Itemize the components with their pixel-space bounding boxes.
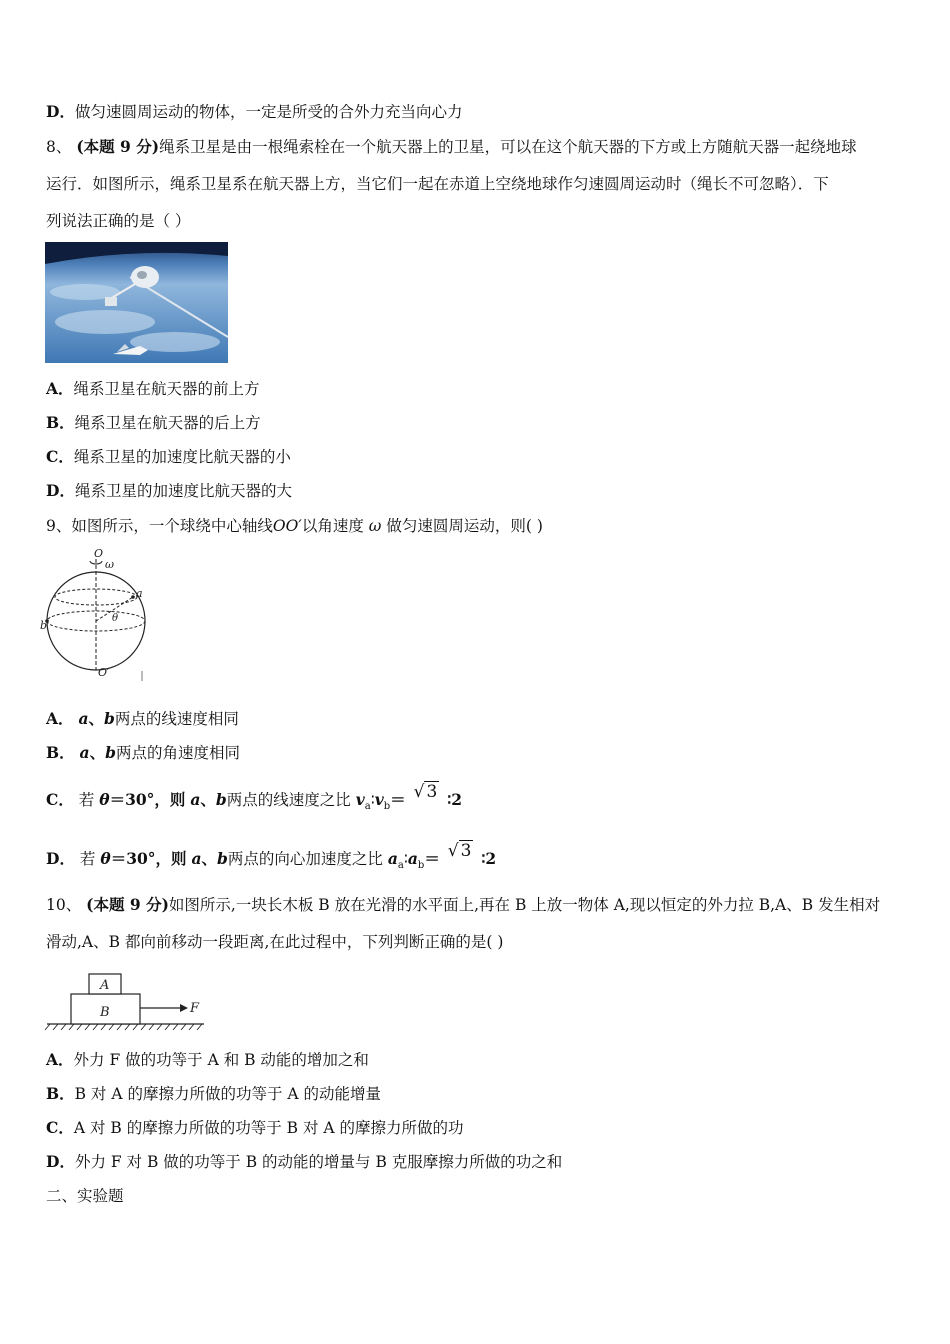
- option-condition: ＝30°，则: [110, 849, 187, 868]
- var-b: b: [215, 790, 227, 809]
- option-text: 两点的线速度之比: [226, 791, 351, 809]
- separator: 、: [89, 743, 106, 762]
- option-label: A．: [46, 1050, 74, 1069]
- sqrt-expression: √ 3: [447, 841, 472, 861]
- question-points: (本题 9 分): [86, 895, 169, 914]
- var-a: a: [190, 790, 201, 809]
- subscript: b: [417, 860, 425, 872]
- section-title: 二、实验题: [46, 1187, 124, 1205]
- var-a: a: [79, 743, 90, 762]
- option-text: 两点的线速度相同: [114, 710, 239, 728]
- separator: 、: [201, 849, 218, 868]
- option-label: A．: [46, 709, 74, 728]
- var-aa: a: [387, 849, 398, 868]
- q9-sphere-figure: [40, 545, 154, 685]
- ratio-colon: ∶: [403, 850, 408, 868]
- option-text: 两点的向心加速度之比: [227, 850, 383, 868]
- option-label: D．: [46, 1152, 75, 1171]
- label-theta: θ: [112, 613, 119, 624]
- ratio-tail: ∶2: [447, 790, 463, 809]
- q10-board-figure: [44, 968, 209, 1033]
- q10-option-c: [46, 1118, 464, 1138]
- sqrt-radicand: 3: [426, 782, 438, 802]
- option-text: 做匀速圆周运动的物体，一定是所受的合外力充当向心力: [74, 103, 463, 121]
- label-o-prime: O′: [98, 666, 110, 679]
- option-label: D．: [46, 102, 75, 121]
- label-a: a: [136, 587, 143, 600]
- q7-option-d: [46, 102, 462, 122]
- omega-symbol: ω: [368, 517, 382, 535]
- rotating-sphere-diagram: [40, 545, 154, 685]
- q8-stem-line1: [46, 137, 857, 157]
- q8-stem-line2: 运行．如图所示，绳系卫星系在航天器上方，当它们一起在赤道上空绕地球作匀速圆周运动时（绳长不可忽略）．下: [46, 175, 829, 193]
- subscript: b: [383, 801, 391, 813]
- q10-stem-line2: 滑动,A、B 都向前移动一段距离,在此过程中，下列判断正确的是( ): [46, 933, 504, 951]
- q9-option-c: [46, 782, 463, 817]
- ground-hatch: [45, 1024, 202, 1030]
- option-text: 外力 F 对 B 做的功等于 B 的动能的增量与 B 克服摩擦力所做的功之和: [74, 1153, 563, 1171]
- option-text: 若: [78, 791, 95, 809]
- separator: 、: [88, 709, 105, 728]
- var-theta: θ: [100, 849, 111, 868]
- option-label: C．: [46, 1118, 74, 1137]
- sqrt-radicand: 3: [460, 841, 472, 861]
- option-label: C．: [46, 790, 74, 809]
- option-text: B 对 A 的摩擦力所做的功等于 A 的动能增量: [74, 1085, 382, 1103]
- block-on-board-diagram: [44, 968, 209, 1033]
- label-b: B: [100, 1005, 110, 1020]
- q8-option-a: [46, 379, 260, 399]
- ratio-colon: ∶: [370, 791, 375, 809]
- q9-stem: [46, 516, 543, 536]
- q10-option-a: [46, 1050, 369, 1070]
- option-label: A．: [46, 379, 74, 398]
- option-text: 绳系卫星在航天器的后上方: [74, 414, 261, 432]
- var-theta: θ: [99, 790, 110, 809]
- q10-stem-line1: [46, 895, 880, 915]
- question-number: 10、: [46, 896, 82, 914]
- q8-stem-line3: 列说法正确的是（ ）: [46, 212, 191, 230]
- option-label: D．: [46, 481, 75, 500]
- option-condition: ＝30°，则: [109, 790, 186, 809]
- subscript: a: [397, 860, 404, 872]
- q9-option-d: [46, 841, 497, 876]
- label-f: F: [190, 1001, 200, 1016]
- var-vb: v: [374, 790, 384, 809]
- equals: ＝: [424, 849, 440, 868]
- subscript: a: [364, 801, 371, 813]
- option-label: D．: [46, 849, 75, 868]
- label-o: O: [94, 547, 104, 560]
- q10-option-b: [46, 1084, 381, 1104]
- sqrt-expression: √ 3: [413, 782, 438, 802]
- var-ab: a: [407, 849, 418, 868]
- q9-option-a: [46, 709, 239, 729]
- force-arrow: [180, 1004, 188, 1012]
- option-text: A 对 B 的摩擦力所做的功等于 B 对 A 的摩擦力所做的功: [73, 1119, 464, 1137]
- option-label: B．: [46, 743, 75, 762]
- option-text: 若: [79, 850, 96, 868]
- var-a: a: [191, 849, 202, 868]
- option-text: 两点的角速度相同: [115, 744, 240, 762]
- var-b: b: [104, 709, 115, 728]
- option-label: B．: [46, 413, 75, 432]
- var-b: b: [105, 743, 116, 762]
- question-number: 8、: [46, 138, 72, 156]
- q10-option-d: [46, 1152, 562, 1172]
- question-stem: 绳系卫星是由一根绳索栓在一个航天器上的卫星，可以在这个航天器的下方或上方随航天器一起绕地球: [159, 138, 857, 156]
- q8-option-b: [46, 413, 261, 433]
- option-text: 绳系卫星的加速度比航天器的大: [74, 482, 292, 500]
- q9-option-b: [46, 743, 240, 763]
- label-omega: ω: [105, 558, 114, 571]
- option-text: 外力 F 做的功等于 A 和 B 动能的增加之和: [73, 1051, 369, 1069]
- separator: 、: [200, 790, 216, 809]
- question-stem: 如图所示，一个球绕中心轴线: [71, 517, 273, 535]
- equals: ＝: [390, 790, 406, 809]
- label-a: A: [100, 978, 110, 993]
- label-b: b: [40, 619, 48, 632]
- axis-symbol: OO′: [272, 517, 302, 535]
- var-va: v: [355, 790, 365, 809]
- question-number: 9、: [46, 517, 72, 535]
- ratio-tail: ∶2: [481, 849, 497, 868]
- option-text: 绳系卫星的加速度比航天器的小: [73, 448, 291, 466]
- question-points: (本题 9 分): [76, 137, 160, 156]
- question-stem: 如图所示,一块长木板 B 放在光滑的水平面上,再在 B 上放一物体 A,现以恒定的外力拉 B,A、B 发生相对: [168, 896, 881, 914]
- option-label: B．: [46, 1084, 75, 1103]
- question-stem: 以角速度: [301, 517, 364, 535]
- question-stem: 做匀速圆周运动，则( ): [386, 517, 543, 535]
- var-b: b: [217, 849, 228, 868]
- option-label: C．: [46, 447, 74, 466]
- q8-satellite-image: [45, 242, 228, 363]
- q8-option-c: [46, 447, 291, 467]
- tethered-satellite-photo: [45, 242, 228, 363]
- option-text: 绳系卫星在航天器的前上方: [73, 380, 260, 398]
- var-a: a: [78, 709, 89, 728]
- q8-option-d: [46, 481, 292, 501]
